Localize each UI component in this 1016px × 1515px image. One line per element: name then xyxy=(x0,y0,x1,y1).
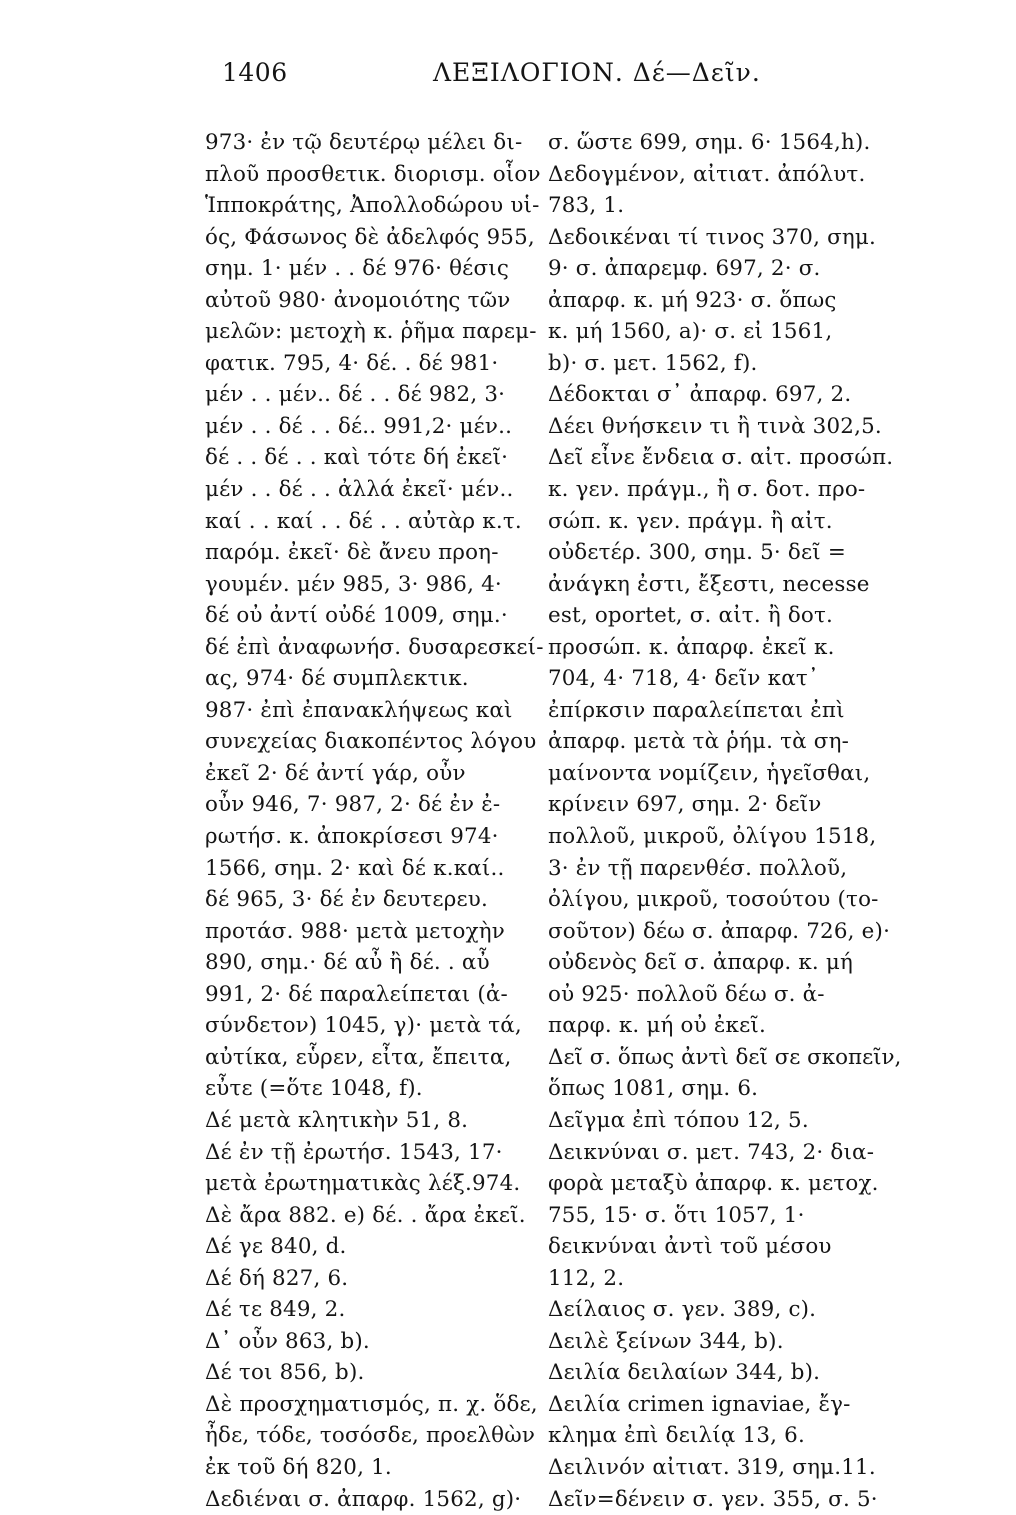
text-line: ἀπαρφ. μετὰ τὰ ῥήμ. τὰ ση- xyxy=(548,729,850,755)
text-line: Δέ ἐν τῇ ἐρωτήσ. 1543, 17· xyxy=(205,1139,503,1165)
text-line: μέν . . δέ . . δέ.. 991,2· μέν.. xyxy=(205,413,513,439)
text-line: φορὰ μεταξὺ ἀπαρφ. κ. μετοχ. xyxy=(548,1171,879,1197)
text-line: Δεδοικέναι τί τινος 370, σημ. xyxy=(548,224,877,250)
text-line: Δέει θνήσκειν τι ἢ τινὰ 302,5. xyxy=(548,413,882,439)
text-line: Δέ γε 840, d. xyxy=(205,1234,347,1260)
right-column xyxy=(548,127,903,1515)
text-line: Δέδοκται σ᾽ ἀπαρφ. 697, 2. xyxy=(548,382,852,408)
text-line: κλημα ἐπὶ δειλίᾳ 13, 6. xyxy=(548,1423,805,1449)
text-line: προτάσ. 988· μετὰ μετοχὴν xyxy=(205,918,505,944)
text-line: 783, 1. xyxy=(548,193,625,219)
text-line: Δειλινόν αἰτιατ. 319, σημ.11. xyxy=(548,1454,876,1480)
text-line: ας, 974· δέ συμπλεκτικ. xyxy=(205,666,469,692)
text-line: ἦδε, τόδε, τοσόσδε, προελθὼν xyxy=(205,1423,536,1449)
page-number: 1406 xyxy=(222,58,288,87)
text-line: Δὲ προσχηματισμός, π. χ. ὅδε, xyxy=(205,1391,538,1417)
running-title: ΛΕΞΙΛΟΓΙΟΝ. Δέ—Δεῖν. xyxy=(433,58,761,87)
text-line: γουμέν. μέν 985, 3· 986, 4· xyxy=(205,571,502,597)
text-line: προσώπ. κ. ἀπαρφ. ἐκεῖ κ. xyxy=(548,634,835,660)
text-line: ρωτήσ. κ. ἀποκρίσεσι 974· xyxy=(205,824,499,850)
text-line: Δειλὲ ξείνων 344, b). xyxy=(548,1328,784,1354)
text-line: αὐτίκα, εὗρεν, εἶτα, ἔπειτα, xyxy=(205,1044,512,1070)
text-line: ὀλίγου, μικροῦ, τοσούτου (το- xyxy=(548,887,879,913)
text-line: Δεδογμένον, αἰτιατ. ἀπόλυτ. xyxy=(548,161,866,187)
left-column xyxy=(205,127,545,1515)
text-line: μέν . . δέ . . ἀλλά ἐκεῖ· μέν.. xyxy=(205,477,514,503)
text-line: Δεῖ σ. ὅπως ἀντὶ δεῖ σε σκοπεῖν, xyxy=(548,1044,902,1070)
text-line: καί . . καί . . δέ . . αὐτὰρ κ.τ. xyxy=(205,508,522,534)
text-line: Ἱπποκράτης, Ἀπολλοδώρου υἱ- xyxy=(205,193,540,219)
text-line: 755, 15· σ. ὅτι 1057, 1· xyxy=(548,1202,805,1228)
text-line: δέ οὐ ἀντί οὐδέ 1009, σημ.· xyxy=(205,603,508,629)
text-line: Δεῖ εἶνε ἔνδεια σ. αἰτ. προσώπ. xyxy=(548,445,894,471)
text-line: 3· ἐν τῇ παρενθέσ. πολλοῦ, xyxy=(548,855,848,881)
page-header xyxy=(222,58,912,98)
text-line: κ. μή 1560, a)· σ. εἰ 1561, xyxy=(548,319,833,345)
text-line: Δέ μετὰ κλητικὴν 51, 8. xyxy=(205,1107,469,1133)
text-line: b)· σ. μετ. 1562, f). xyxy=(548,350,758,376)
text-line: Δεῖν=δένειν σ. γεν. 355, σ. 5· xyxy=(548,1486,878,1512)
text-line: Δειλία crimen ignaviae, ἔγ- xyxy=(548,1391,851,1417)
text-line: δέ 965, 3· δέ ἐν δευτερευ. xyxy=(205,887,488,913)
text-line: 890, σημ.· δέ αὖ ἢ δέ. . αὖ xyxy=(205,950,490,976)
text-line: παρόμ. ἐκεῖ· δὲ ἄνευ προη- xyxy=(205,540,499,566)
text-line: 9· σ. ἀπαρεμφ. 697, 2· σ. xyxy=(548,256,821,282)
text-line: μετὰ ἐρωτηματικὰς λέξ.974. xyxy=(205,1171,521,1197)
text-line: Δὲ ἄρα 882. e) δέ. . ἄρα ἐκεῖ. xyxy=(205,1202,526,1228)
text-line: μέν . . μέν.. δέ . . δέ 982, 3· xyxy=(205,382,506,408)
text-line: ός, Φάσωνος δὲ ἀδελφός 955, xyxy=(205,224,535,250)
text-line: πλοῦ προσθετικ. διορισμ. οἷον xyxy=(205,161,541,187)
text-line: ἐπίρκσιν παραλείπεται ἐπὶ xyxy=(548,697,845,723)
text-line: Δεῖγμα ἐπὶ τόπου 12, 5. xyxy=(548,1107,809,1133)
text-line: ὅπως 1081, σημ. 6. xyxy=(548,1076,759,1102)
text-line: παρφ. κ. μή οὐ ἐκεῖ. xyxy=(548,1013,766,1039)
text-line: 973· ἐν τῷ δευτέρῳ μέλει δι- xyxy=(205,130,523,155)
text-line: Δεικνύναι σ. μετ. 743, 2· δια- xyxy=(548,1139,875,1165)
text-line: ἀπαρφ. κ. μή 923· σ. ὅπως xyxy=(548,287,837,313)
text-line: μελῶν: μετοχὴ κ. ῥῆμα παρεμ- xyxy=(205,319,537,345)
text-line: 1566, σημ. 2· καὶ δέ κ.καί.. xyxy=(205,855,505,881)
text-line: ἐκ τοῦ δή 820, 1. xyxy=(205,1454,392,1480)
text-line: 987· ἐπὶ ἐπανακλήψεως καὶ xyxy=(205,697,513,723)
text-line: σύνδετον) 1045, γ)· μετὰ τά, xyxy=(205,1013,522,1039)
text-line: Δέ τοι 856, b). xyxy=(205,1360,365,1386)
text-line: πολλοῦ, μικροῦ, ὀλίγου 1518, xyxy=(548,824,877,850)
text-line: οὐ 925· πολλοῦ δέω σ. ἀ- xyxy=(548,981,825,1007)
text-line: Δείλαιος σ. γεν. 389, c). xyxy=(548,1297,817,1323)
text-line: Δ᾽ οὖν 863, b). xyxy=(205,1328,370,1354)
text-line: οὐδετέρ. 300, σημ. 5· δεῖ = xyxy=(548,540,846,566)
text-line: δεικνύναι ἀντὶ τοῦ μέσου xyxy=(548,1234,832,1260)
text-line: σώπ. κ. γεν. πράγμ. ἢ αἰτ. xyxy=(548,508,833,534)
text-line: Δέ δή 827, 6. xyxy=(205,1265,349,1291)
text-line: κ. γεν. πράγμ., ἢ σ. δοτ. προ- xyxy=(548,477,866,503)
text-line: Δέ τε 849, 2. xyxy=(205,1297,346,1323)
text-line: ἐκεῖ 2· δέ ἀντί γάρ, οὖν xyxy=(205,760,466,786)
text-line: 704, 4· 718, 4· δεῖν κατ᾽ xyxy=(548,666,819,692)
text-line: 991, 2· δέ παραλείπεται (ἀ- xyxy=(205,981,508,1007)
text-line: οὐδενὸς δεῖ σ. ἀπαρφ. κ. μή xyxy=(548,950,854,976)
text-line: αὐτοῦ 980· ἀνομοιότης τῶν xyxy=(205,287,511,313)
text-line: ἀνάγκη ἐστι, ἔξεστι, necesse xyxy=(548,571,870,597)
text-line: Δειλία δειλαίων 344, b). xyxy=(548,1360,821,1386)
text-line: οὖν 946, 7· 987, 2· δέ ἐν ἐ- xyxy=(205,792,501,818)
text-line: Δεδιέναι σ. ἀπαρφ. 1562, g)· xyxy=(205,1486,522,1512)
text-line: est, oportet, σ. αἰτ. ἢ δοτ. xyxy=(548,603,834,629)
text-line: σ. ὥστε 699, σημ. 6· 1564,h). xyxy=(548,130,871,155)
text-line: μαίνοντα νομίζειν, ἡγεῖσθαι, xyxy=(548,760,871,786)
text-line: σημ. 1· μέν . . δέ 976· θέσις xyxy=(205,256,510,282)
text-line: 112, 2. xyxy=(548,1265,625,1291)
text-line: δέ ἐπὶ ἀναφωνήσ. δυσαρεσκεί- xyxy=(205,634,544,660)
text-line: εὖτε (=ὅτε 1048, f). xyxy=(205,1076,423,1102)
text-line: δέ . . δέ . . καὶ τότε δή ἐκεῖ· xyxy=(205,445,509,471)
text-line: φατικ. 795, 4· δέ. . δέ 981· xyxy=(205,350,499,376)
text-line: κρίνειν 697, σημ. 2· δεῖν xyxy=(548,792,822,818)
text-line: συνεχείας διακοπέντος λόγου xyxy=(205,729,537,755)
text-line: σοῦτον) δέω σ. ἀπαρφ. 726, e)· xyxy=(548,918,891,944)
